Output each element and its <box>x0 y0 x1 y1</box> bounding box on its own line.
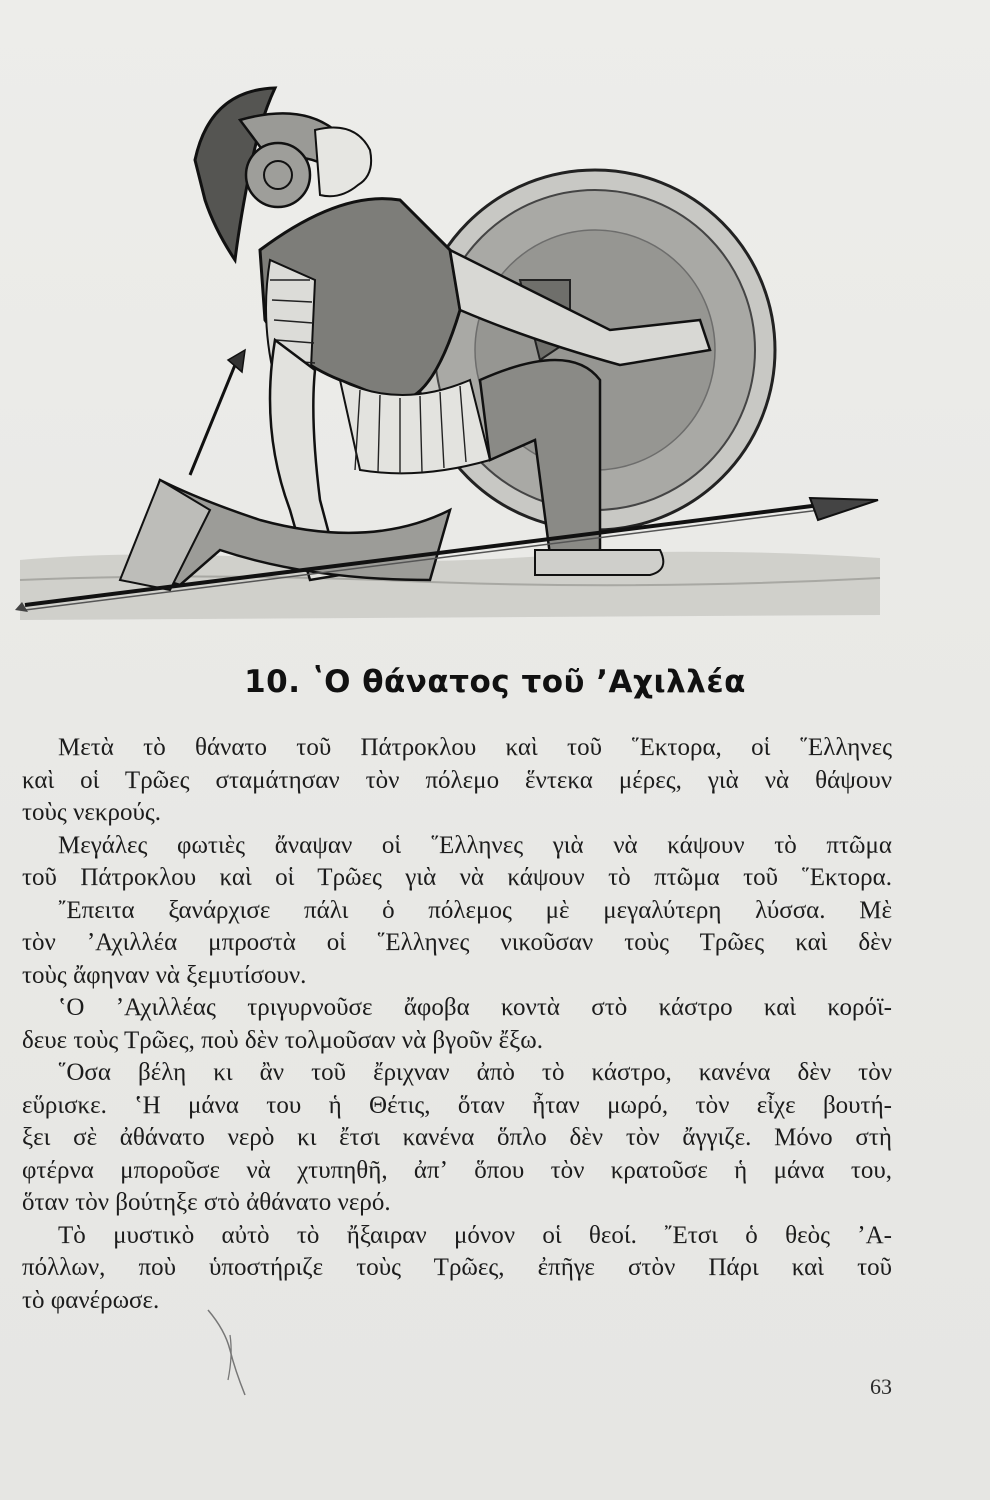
page-number: 63 <box>870 1374 892 1399</box>
text-line: ξει σὲ ἀθάνατο νερὸ κι ἔτσι κανένα ὅπλο δὲν τὸν ἄγγιζε. Μόνο στὴ <box>22 1124 892 1151</box>
text-line: τὸ φανέρωσε. <box>22 1286 160 1314</box>
paragraph <box>22 830 892 895</box>
text-line: τοῦ Πάτροκλου καὶ οἱ Τρῶες γιὰ νὰ κάψουν τὸ πτῶμα τοῦ ῞Εκτορα. <box>22 864 892 891</box>
text-line: ῞Οσα βέλη κι ἂν τοῦ ἔριχναν ἀπὸ τὸ κάστρο, κανένα δὲν τὸν <box>58 1059 892 1086</box>
text-line: τοὺς νεκρούς. <box>22 799 161 826</box>
text-line: ʽΟ ʼΑχιλλέας τριγυρνοῦσε ἄφοβα κοντὰ στὸ κάστρο καὶ κορόϊ- <box>58 994 892 1021</box>
text-line: τὸν ʼΑχιλλέα μπροστὰ οἱ ῞Ελληνες νικοῦσαν τοὺς Τρῶες καὶ δὲν <box>22 929 892 956</box>
chapter-title: 10. ʽΟ θάνατος τοῦ ʼΑχιλλέα <box>244 664 746 700</box>
chapter-body <box>22 732 892 1317</box>
achilles-illustration <box>10 80 890 640</box>
text-line: καὶ οἱ Τρῶες σταμάτησαν τὸν πόλεμο ἕντεκα μέρες, γιὰ νὰ θάψουν <box>22 766 892 794</box>
text-line: Μεγάλες φωτιὲς ἄναψαν οἱ ῞Ελληνες γιὰ νὰ κάψουν τὸ πτῶμα <box>58 831 892 859</box>
text-line: ῎Επειτα ξανάρχισε πάλι ὁ πόλεμος μὲ μεγαλύτερη λύσσα. Μὲ <box>58 896 892 924</box>
paragraph <box>22 992 892 1057</box>
paragraph <box>22 895 892 993</box>
text-line: πόλλων, ποὺ ὑποστήριζε τοὺς Τρῶες, ἐπῆγε στὸν Πάρι καὶ τοῦ <box>22 1254 892 1281</box>
text-line: εὕρισκε. ʽΗ μάνα του ἡ Θέτις, ὅταν ἦταν μωρό, τὸν εἶχε βουτή- <box>22 1091 892 1119</box>
arrow <box>190 350 245 475</box>
paragraph <box>22 1057 892 1220</box>
paragraph <box>22 1220 892 1318</box>
pencil-mark <box>200 1300 260 1400</box>
paragraph <box>22 732 892 830</box>
text-line: φτέρνα μποροῦσε νὰ χτυπηθῆ, ἀπʼ ὅπου τὸν κρατοῦσε ἡ μάνα του, <box>22 1156 892 1184</box>
text-line: δευε τοὺς Τρῶες, ποὺ δὲν τολμοῦσαν νὰ βγοῦν ἔξω. <box>22 1026 543 1054</box>
text-line: Μετὰ τὸ θάνατο τοῦ Πάτροκλου καὶ τοῦ ῞Εκτορα, οἱ ῞Ελληνες <box>58 734 892 761</box>
text-line: ὅταν τὸν βούτηξε στὸ ἀθάνατο νερό. <box>22 1189 391 1216</box>
text-line: τοὺς ἄφηναν νὰ ξεμυτίσουν. <box>22 961 307 989</box>
text-line: Τὸ μυστικὸ αὐτὸ τὸ ἤξαιραν μόνον οἱ θεοί. ῎Ετσι ὁ θεὸς ʼΑ- <box>58 1221 892 1249</box>
